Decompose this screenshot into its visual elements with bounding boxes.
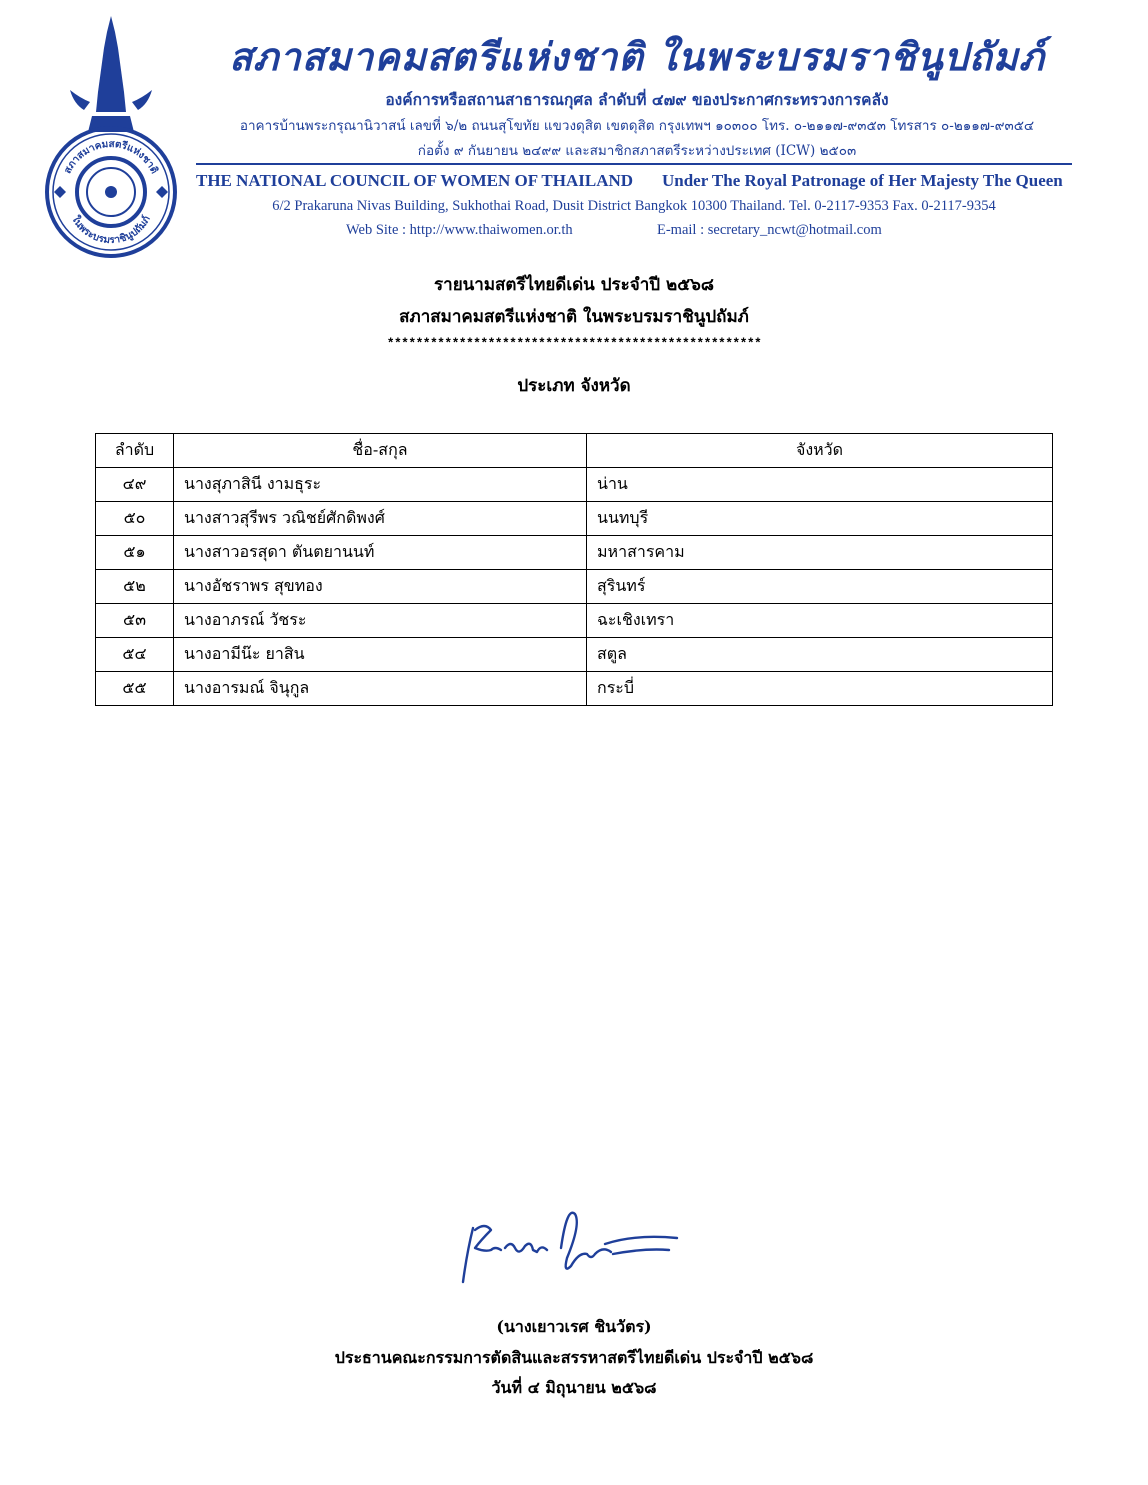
row-name: นางสาวสุรีพร วณิชย์ศักดิพงศ์ — [174, 502, 587, 536]
separator-line: **************************************************** — [386, 336, 762, 351]
row-name: นางอัชราพร สุขทอง — [174, 570, 587, 604]
handwritten-signature — [455, 1200, 685, 1295]
letterhead-title-th: สภาสมาคมสตรีแห่งชาติ ในพระบรมราชินูปถัมภ์ — [229, 34, 1045, 79]
letterhead-founding-info: ก่อตั้ง ๙ กันยายน ๒๔๙๙ และสมาชิกสภาสตรีระหว่างประเทศ (ICW) ๒๕๐๓ — [417, 143, 857, 159]
row-province: ฉะเชิงเทรา — [587, 604, 1053, 638]
document-subtitle: สภาสมาคมสตรีแห่งชาติ ในพระบรมราชินูปถัมภ์ — [399, 307, 749, 327]
row-name: นางอารมณ์ จินุกูล — [174, 672, 587, 706]
row-province: สุรินทร์ — [587, 570, 1053, 604]
table-row — [96, 570, 1053, 604]
row-province: น่าน — [587, 468, 1053, 502]
row-number: ๕๑ — [96, 536, 174, 570]
row-province: มหาสารคาม — [587, 536, 1053, 570]
table-row — [96, 638, 1053, 672]
letterhead-divider — [196, 163, 1072, 165]
letterhead-email: E-mail : secretary_ncwt@hotmail.com — [657, 222, 882, 238]
logo-text-bottom: ในพระบรมราชินูปถัมภ์ — [69, 214, 153, 247]
letterhead-name-en: THE NATIONAL COUNCIL OF WOMEN OF THAILAND — [196, 171, 634, 190]
document-title: รายนามสตรีไทยดีเด่น ประจำปี ๒๕๖๘ — [434, 275, 714, 295]
organization-logo — [44, 14, 178, 266]
row-number: ๕๔ — [96, 638, 174, 672]
row-name: นางอามีน๊ะ ยาสิน — [174, 638, 587, 672]
logo-text-top: สภาสมาคมสตรีแห่งชาติ — [62, 138, 160, 176]
letterhead-address-en: 6/2 Prakaruna Nivas Building, Sukhothai Road, Dusit District Bangkok 10300 Thailand. Tel. 0-2117-9353 Fax. 0-2117-9354 — [272, 198, 996, 214]
table-row — [96, 604, 1053, 638]
column-header-name: ชื่อ-สกุล — [174, 434, 587, 468]
row-number: ๕๕ — [96, 672, 174, 706]
row-name: นางสาวอรสุดา ตันตยานนท์ — [174, 536, 587, 570]
letterhead-website: Web Site : http://www.thaiwomen.or.th — [346, 222, 573, 238]
row-province: นนทบุรี — [587, 502, 1053, 536]
table-row — [96, 468, 1053, 502]
category-heading: ประเภท จังหวัด — [517, 376, 631, 396]
row-number: ๕๒ — [96, 570, 174, 604]
table-row — [96, 536, 1053, 570]
document-date: วันที่ ๔ มิถุนายน ๒๕๖๘ — [491, 1378, 657, 1397]
letterhead-charity-registration: องค์การหรือสถานสาธารณกุศล ลำดับที่ ๔๗๙ ของประกาศกระทรวงการคลัง — [385, 90, 889, 109]
winners-table — [95, 433, 1053, 706]
letterhead-patronage-en: Under The Royal Patronage of Her Majesty The Queen — [662, 171, 1063, 190]
row-province: สตูล — [587, 638, 1053, 672]
row-province: กระบี่ — [587, 672, 1053, 706]
table-header-row — [96, 434, 1053, 468]
table-row — [96, 502, 1053, 536]
row-number: ๔๙ — [96, 468, 174, 502]
row-number: ๕๐ — [96, 502, 174, 536]
table-row — [96, 672, 1053, 706]
signer-position: ประธานคณะกรรมการตัดสินและสรรหาสตรีไทยดีเด่น ประจำปี ๒๕๖๘ — [334, 1348, 814, 1367]
column-header-province: จังหวัด — [587, 434, 1053, 468]
signer-name: (นางเยาวเรศ ชินวัตร) — [496, 1317, 652, 1336]
row-name: นางอาภรณ์ วัชระ — [174, 604, 587, 638]
row-name: นางสุภาสินี งามธุระ — [174, 468, 587, 502]
letterhead-address-th: อาคารบ้านพระกรุณานิวาสน์ เลขที่ ๖/๒ ถนนสุโขทัย แขวงดุสิต เขตดุสิต กรุงเทพฯ ๑๐๓๐๐ โทร. ๐-๒๑๑๗-๙๓๕๓ โทรสาร ๐-๒๑๑๗-๙๓๕๔ — [239, 118, 1035, 134]
row-number: ๕๓ — [96, 604, 174, 638]
column-header-no: ลำดับ — [96, 434, 174, 468]
